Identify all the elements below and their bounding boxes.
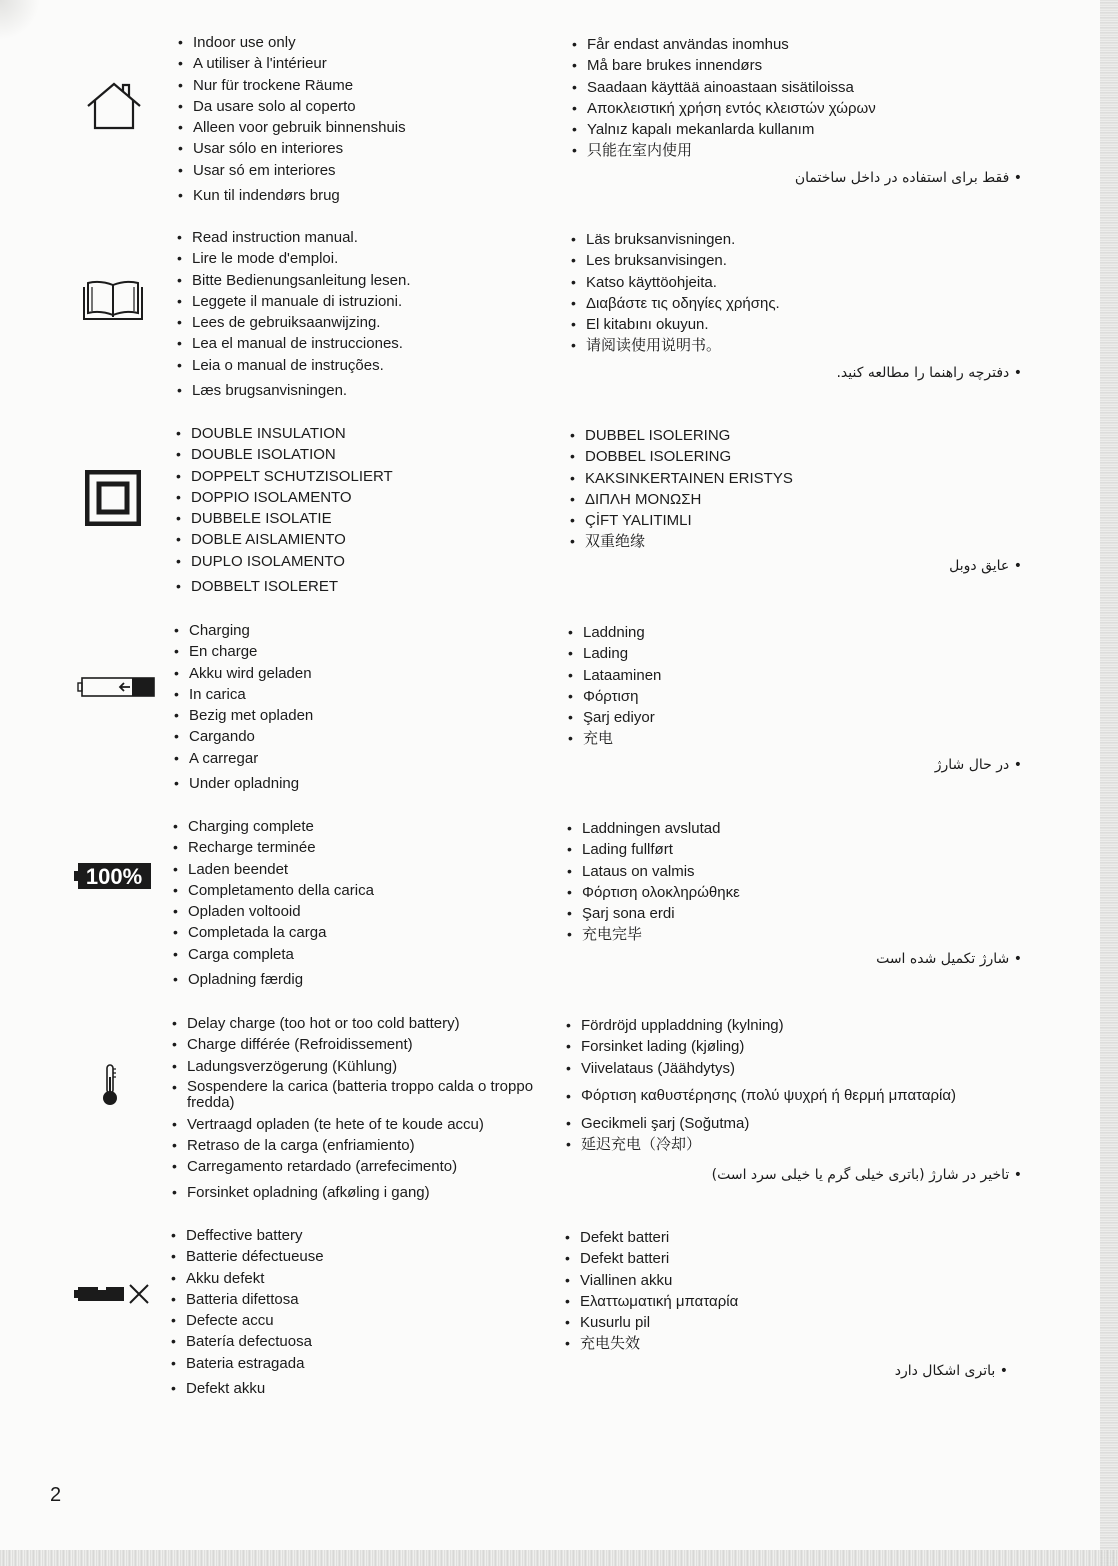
charging-text: • En charge — [174, 641, 313, 662]
read-manual-text: • Leggete il manuale di istruzioni. — [177, 291, 411, 312]
charging-text: • 充电 — [568, 728, 661, 749]
scan-edge-bottom — [0, 1550, 1118, 1566]
charge-complete-100-icon — [74, 862, 152, 890]
delay-charge-text: • Retraso de la carga (enfriamiento) — [172, 1135, 560, 1156]
double-insulation-text: • DOBBELT ISOLERET — [176, 576, 393, 597]
double-insulation-text: • DOUBLE ISOLATION — [176, 444, 393, 465]
charging-complete-text: • Lading fullført — [567, 839, 740, 860]
defective-battery-text: • Akku defekt — [171, 1268, 324, 1289]
charging-text: • Lading — [568, 643, 661, 664]
charging-text: • Cargando — [174, 726, 313, 747]
read-manual-text: • Læs brugsanvisningen. — [177, 380, 411, 401]
charging-text: • Φόρτιση — [568, 686, 661, 707]
indoor-use-text: • Yalnız kapalı mekanlarda kullanım — [572, 119, 876, 140]
indoor-use-persian: • فقط برای استفاده در داخل ساختمان — [795, 170, 1022, 186]
double-insulation-text: • DOUBLE INSULATION — [176, 423, 393, 444]
delay-charge-text: • Charge différée (Refroidissement) — [172, 1034, 560, 1055]
delay-charge-text: • Forsinket opladning (afkøling i gang) — [172, 1182, 560, 1203]
indoor-use-text: • Da usare solo al coperto — [178, 96, 406, 117]
indoor-use-text: • Indoor use only — [178, 32, 406, 53]
defective-battery-text: • Deffective battery — [171, 1225, 324, 1246]
charging-complete-text: • Φόρτιση ολοκληρώθηκε — [567, 882, 740, 903]
double-insulation-text: • DUPLO ISOLAMENTO — [176, 551, 393, 572]
double-insulation-list-right — [570, 425, 793, 553]
delay-charge-text: • Viivelataus (Jäähdytys) — [566, 1058, 956, 1079]
defective-battery-text: • 充电失效 — [565, 1333, 738, 1354]
indoor-use-list-right — [572, 34, 876, 162]
scan-edge-corner — [0, 0, 40, 40]
charging-complete-text: • Carga completa — [173, 944, 374, 965]
delay-charge-text: • Sospendere la carica (batteria troppo calda o troppo fredda) — [172, 1079, 560, 1111]
read-manual-text: • Katso käyttöohjeita. — [571, 272, 780, 293]
charging-complete-text: • Şarj sona erdi — [567, 903, 740, 924]
thermometer-icon — [98, 1063, 122, 1107]
defective-battery-text: • Defekt batteri — [565, 1227, 738, 1248]
charging-complete-text: • Laden beendet — [173, 859, 374, 880]
indoor-use-text: • Får endast användas inomhus — [572, 34, 876, 55]
indoor-use-text: • Nur für trockene Räume — [178, 75, 406, 96]
read-manual-text: • Bitte Bedienungsanleitung lesen. — [177, 270, 411, 291]
indoor-use-text: • Αποκλειστική χρήση εντός κλειστών χώρων — [572, 98, 876, 119]
indoor-use-text: • Kun til indendørs brug — [178, 185, 406, 206]
charging-text: • Bezig met opladen — [174, 705, 313, 726]
read-manual-list-right — [571, 229, 780, 357]
delay-charge-list-left — [172, 1013, 560, 1203]
delay-charge-text: • Gecikmeli şarj (Soğutma) — [566, 1113, 956, 1134]
read-manual-text: • Lees de gebruiksaanwijzing. — [177, 312, 411, 333]
double-insulation-text: • 双重绝缘 — [570, 531, 793, 552]
defective-battery-icon — [74, 1281, 150, 1307]
charging-list-right — [568, 622, 661, 750]
double-insulation-persian: • عایق دوبل — [949, 558, 1022, 574]
defective-battery-text: • Viallinen akku — [565, 1270, 738, 1291]
charging-complete-list-right — [567, 818, 740, 946]
charging-complete-text: • Completada la carga — [173, 922, 374, 943]
charging-complete-persian: • شارژ تکمیل شده است — [876, 951, 1022, 967]
read-manual-text: • Lire le mode d'emploi. — [177, 248, 411, 269]
charging-battery-icon — [76, 674, 156, 700]
indoor-use-text: • Alleen voor gebruik binnenshuis — [178, 117, 406, 138]
delay-charge-text: • Ladungsverzögerung (Kühlung) — [172, 1056, 560, 1077]
charging-complete-text: • Opladen voltooid — [173, 901, 374, 922]
read-manual-text: • El kitabını okuyun. — [571, 314, 780, 335]
delay-charge-text: • Carregamento retardado (arrefecimento) — [172, 1156, 560, 1177]
double-insulation-text: • DOPPIO ISOLAMENTO — [176, 487, 393, 508]
book-icon — [82, 277, 144, 321]
double-insulation-text: • DUBBELE ISOLATIE — [176, 508, 393, 529]
indoor-use-list-left — [178, 32, 406, 206]
delay-charge-text: • Φόρτιση καθυστέρησης (πολύ ψυχρή ή θερμή μπαταρία) — [566, 1088, 956, 1104]
delay-charge-text: • 延迟充电（冷却） — [566, 1134, 956, 1155]
read-manual-list-left — [177, 227, 411, 401]
double-insulation-icon — [84, 469, 142, 527]
defective-battery-text: • Batteria difettosa — [171, 1289, 324, 1310]
charging-text: • A carregar — [174, 748, 313, 769]
indoor-use-text: • Må bare brukes innendørs — [572, 55, 876, 76]
charging-complete-text: • Opladning færdig — [173, 969, 374, 990]
charging-text: • In carica — [174, 684, 313, 705]
charging-complete-text: • Charging complete — [173, 816, 374, 837]
charging-complete-text: • 充电完毕 — [567, 924, 740, 945]
read-manual-text: • Διαβάστε τις οδηγίες χρήσης. — [571, 293, 780, 314]
read-manual-text: • Les bruksanvisingen. — [571, 250, 780, 271]
defective-battery-list-left — [171, 1225, 324, 1399]
charge-complete-percent: 100% — [85, 864, 143, 889]
defective-battery-list-right — [565, 1227, 738, 1355]
double-insulation-text: • DUBBEL ISOLERING — [570, 425, 793, 446]
charging-list-left — [174, 620, 313, 794]
double-insulation-list-left — [176, 423, 393, 597]
delay-charge-text: • Fördröjd uppladdning (kylning) — [566, 1015, 956, 1036]
delay-charge-persian: • تاخیر در شارژ (باتری خیلی گرم یا خیلی سرد است) — [712, 1167, 1022, 1183]
double-insulation-text: • KAKSINKERTAINEN ERISTYS — [570, 468, 793, 489]
double-insulation-text: • ΔΙΠΛΗ ΜΟΝΩΣΗ — [570, 489, 793, 510]
read-manual-text: • Läs bruksanvisningen. — [571, 229, 780, 250]
indoor-use-text: • 只能在室内使用 — [572, 140, 876, 161]
charging-persian: • در حال شارژ — [935, 757, 1022, 773]
charging-complete-text: • Recharge terminée — [173, 837, 374, 858]
double-insulation-text: • ÇİFT YALITIMLI — [570, 510, 793, 531]
indoor-use-text: • Saadaan käyttää ainoastaan sisätiloissa — [572, 77, 876, 98]
defective-battery-text: • Defecte accu — [171, 1310, 324, 1331]
charging-text: • Charging — [174, 620, 313, 641]
defective-battery-text: • Kusurlu pil — [565, 1312, 738, 1333]
delay-charge-list-right — [566, 1015, 956, 1155]
defective-battery-text: • Ελαττωματική μπαταρία — [565, 1291, 738, 1312]
read-manual-persian: • دفترچه راهنما را مطالعه کنید. — [836, 365, 1022, 381]
indoor-use-text: • Usar só em interiores — [178, 160, 406, 181]
charging-complete-list-left — [173, 816, 374, 990]
charging-text: • Şarj ediyor — [568, 707, 661, 728]
defective-battery-persian: • باتری اشکال دارد — [895, 1363, 1008, 1379]
indoor-use-text: • A utiliser à l'intérieur — [178, 53, 406, 74]
house-icon — [84, 80, 144, 132]
defective-battery-text: • Defekt batteri — [565, 1248, 738, 1269]
charging-text: • Akku wird geladen — [174, 663, 313, 684]
scan-edge-right — [1100, 0, 1118, 1566]
double-insulation-text: • DOBLE AISLAMIENTO — [176, 529, 393, 550]
charging-text: • Lataaminen — [568, 665, 661, 686]
charging-text: • Laddning — [568, 622, 661, 643]
delay-charge-text: • Forsinket lading (kjøling) — [566, 1036, 956, 1057]
charging-text: • Under opladning — [174, 773, 313, 794]
page-number: 2 — [50, 1484, 62, 1506]
read-manual-text: • Read instruction manual. — [177, 227, 411, 248]
defective-battery-text: • Bateria estragada — [171, 1353, 324, 1374]
read-manual-text: • Lea el manual de instrucciones. — [177, 333, 411, 354]
read-manual-text: • 请阅读使用说明书。 — [571, 335, 780, 356]
delay-charge-text: • Vertraagd opladen (te hete of te koude accu) — [172, 1114, 560, 1135]
indoor-use-text: • Usar sólo en interiores — [178, 138, 406, 159]
double-insulation-text: • DOPPELT SCHUTZISOLIERT — [176, 466, 393, 487]
charging-complete-text: • Laddningen avslutad — [567, 818, 740, 839]
double-insulation-text: • DOBBEL ISOLERING — [570, 446, 793, 467]
defective-battery-text: • Defekt akku — [171, 1378, 324, 1399]
read-manual-text: • Leia o manual de instruções. — [177, 355, 411, 376]
delay-charge-text: • Delay charge (too hot or too cold battery) — [172, 1013, 560, 1034]
charging-complete-text: • Lataus on valmis — [567, 861, 740, 882]
defective-battery-text: • Batterie défectueuse — [171, 1246, 324, 1267]
charging-complete-text: • Completamento della carica — [173, 880, 374, 901]
defective-battery-text: • Batería defectuosa — [171, 1331, 324, 1352]
